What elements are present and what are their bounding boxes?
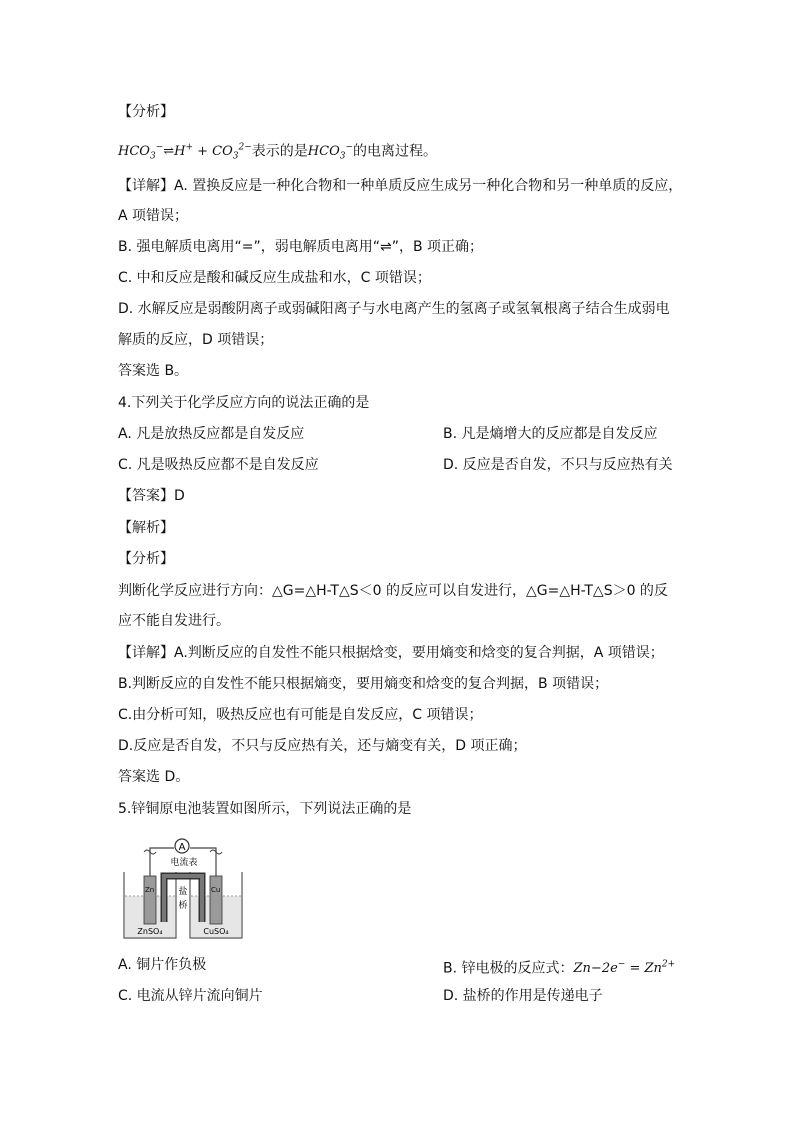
- galvanic-cell-diagram: [118, 834, 248, 946]
- q5-option-c: C. 电流从锌片流向铜片: [118, 988, 263, 1004]
- znso4-label: ZnSO₄: [137, 927, 163, 936]
- detail2-b: B.判断反应的自发性不能只根据熵变，要用熵变和焓变的复合判据，B 项错误；: [118, 676, 609, 692]
- answer-d: 答案选 D。: [118, 769, 190, 785]
- q5-option-a: A. 铜片作负极: [118, 957, 207, 973]
- q5-option-d: D. 盐桥的作用是传递电子: [443, 988, 603, 1004]
- ammeter-symbol: A: [178, 842, 186, 853]
- detail-c: C. 中和反应是酸和碱反应生成盐和水，C 项错误；: [118, 270, 431, 286]
- detail-a: 【详解】A. 置换反应是一种化合物和一种单质反应生成另一种化合物和另一种单质的反应，: [118, 178, 683, 194]
- zn-label: Zn: [145, 886, 155, 894]
- equation: $HCO_3^-\rightleftharpoons H^+ + CO_3^{2-}$: [118, 143, 252, 162]
- bridge-label-2: 桥: [178, 901, 188, 911]
- detail-d-cont: 解质的反应，D 项错误；: [118, 332, 274, 348]
- zinc-half-reaction: $Zn-2e^- = Zn^{2+}$: [573, 960, 676, 977]
- detail2-c: C.由分析可知，吸热反应也有可能是自发反应，C 项错误；: [118, 707, 483, 723]
- q4-option-d: D. 反应是否自发，不只与反应热有关: [443, 457, 673, 473]
- answer-4: 【答案】D: [118, 488, 185, 504]
- detail2-a: 【详解】A.判断反应的自发性不能只根据焓变，要用熵变和焓变的复合判据，A 项错误；: [118, 645, 664, 661]
- q4-option-c: C. 凡是吸热反应都不是自发反应: [118, 457, 319, 473]
- cuso4-label: CuSO₄: [203, 927, 229, 936]
- analysis-heading: 【分析】: [118, 104, 174, 120]
- question-4: 4.下列关于化学反应方向的说法正确的是: [118, 395, 370, 411]
- detail-b: B. 强电解质电离用“=”，弱电解质电离用“⇌”，B 项正确；: [118, 239, 484, 255]
- explanation-heading: 【解析】: [118, 520, 174, 536]
- detail2-d: D.反应是否自发，不只与反应热有关，还与熵变有关，D 项正确；: [118, 738, 527, 754]
- bridge-label-1: 盐: [178, 887, 188, 897]
- cu-label: Cu: [211, 886, 221, 894]
- galvanic-cell-figure: [118, 834, 248, 946]
- analysis-heading-2: 【分析】: [118, 551, 174, 567]
- equation-text2: 的电离过程。: [353, 143, 438, 160]
- answer-b: 答案选 B。: [118, 363, 189, 379]
- question-5: 5.锌铜原电池装置如图所示，下列说法正确的是: [118, 801, 412, 817]
- q4-option-b: B. 凡是熵增大的反应都是自发反应: [443, 426, 658, 442]
- copper-electrode: [210, 876, 222, 924]
- bicarbonate: $HCO_3^-$: [307, 143, 354, 162]
- ionization-equation-line: [118, 138, 437, 167]
- meter-label: 电流表: [170, 858, 198, 868]
- analysis-p2: 应不能自发进行。: [118, 613, 230, 629]
- detail-d: D. 水解反应是弱酸阴离子或弱碱阳离子与水电离产生的氢离子或氢氧根离子结合生成弱电: [118, 301, 670, 317]
- q5-option-b: [443, 955, 675, 979]
- q4-option-a: A. 凡是放热反应都是自发反应: [118, 426, 305, 442]
- q5-option-b-text: B. 锌电极的反应式：: [443, 960, 574, 977]
- zinc-electrode: [144, 876, 156, 924]
- analysis-p1: 判断化学反应进行方向：△G=△H-T△S＜0 的反应可以自发进行，△G=△H-T△S＞0 的反: [118, 583, 668, 599]
- equation-text: 表示的是: [251, 143, 308, 160]
- detail-a-cont: A 项错误；: [118, 208, 189, 224]
